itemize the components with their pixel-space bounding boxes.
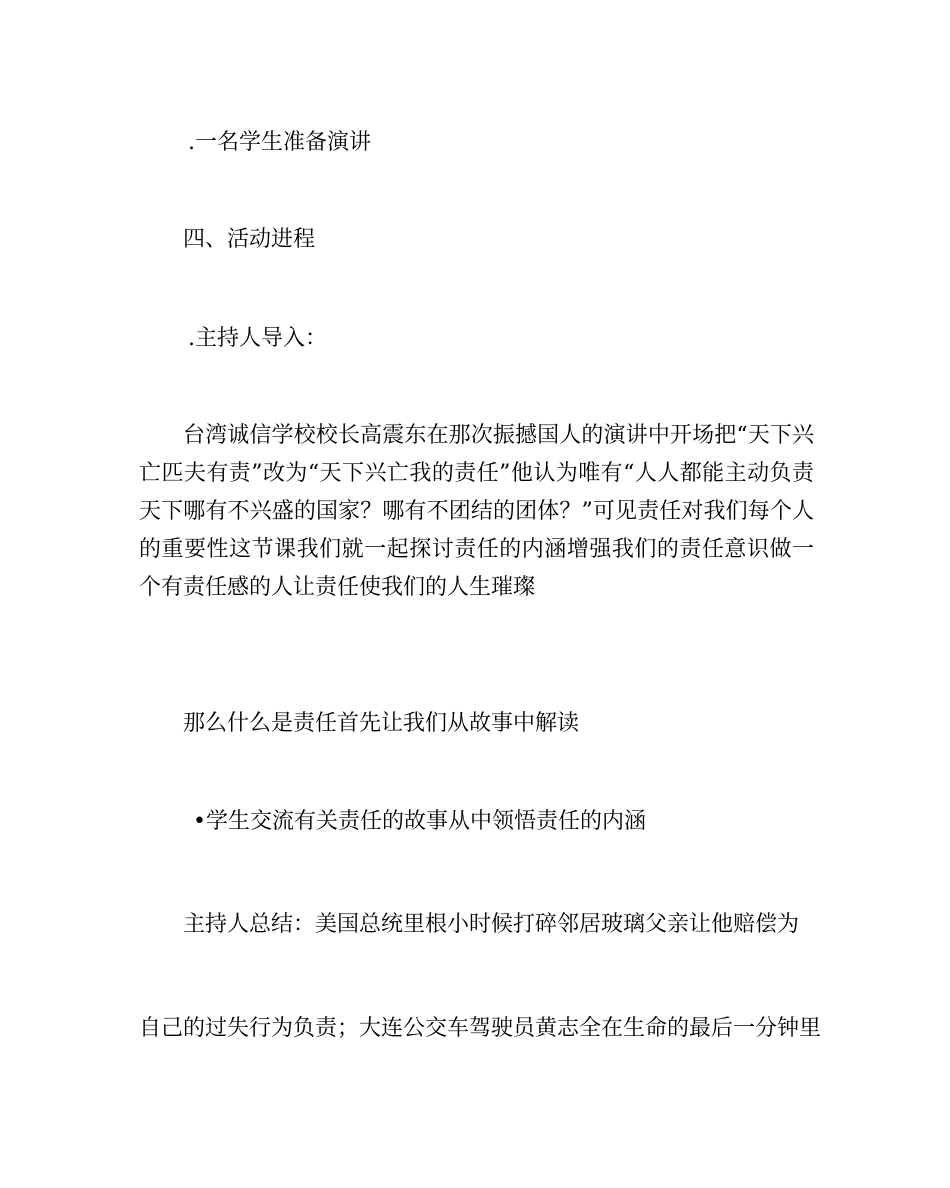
intro-paragraph: 台湾诚信学校校长高震东在那次振撼国人的演讲中开场把“天下兴亡匹夫有责”改为“天下兴亡我的责任”他认为唯有“人人都能主动负责天下哪有不兴盛的国家？哪有不团结的团体？”可见责任对我们每个人的重要性这节课我们就一起探讨责任的内涵增强我们的责任意识做一个有责任感的人让责任使我们的人生璀璨 — [139, 423, 814, 600]
section-heading-activity-process: 四、活动进程 — [183, 227, 316, 252]
list-item-host-intro: .主持人导入： — [188, 326, 327, 351]
host-summary-line-1: 主持人总结：美国总统里根小时候打碎邻居玻璃父亲让他赔偿为 — [183, 912, 800, 937]
bullet-item-student-stories: •学生交流有关责任的故事从中领悟责任的内涵 — [193, 809, 646, 834]
list-item-prepare-speech: .一名学生准备演讲 — [188, 130, 371, 155]
question-line: 那么什么是责任首先让我们从故事中解读 — [183, 711, 580, 736]
host-summary-line-2: 自己的过失行为负责；大连公交车驾驶员黄志全在生命的最后一分钟里 — [139, 1016, 822, 1041]
